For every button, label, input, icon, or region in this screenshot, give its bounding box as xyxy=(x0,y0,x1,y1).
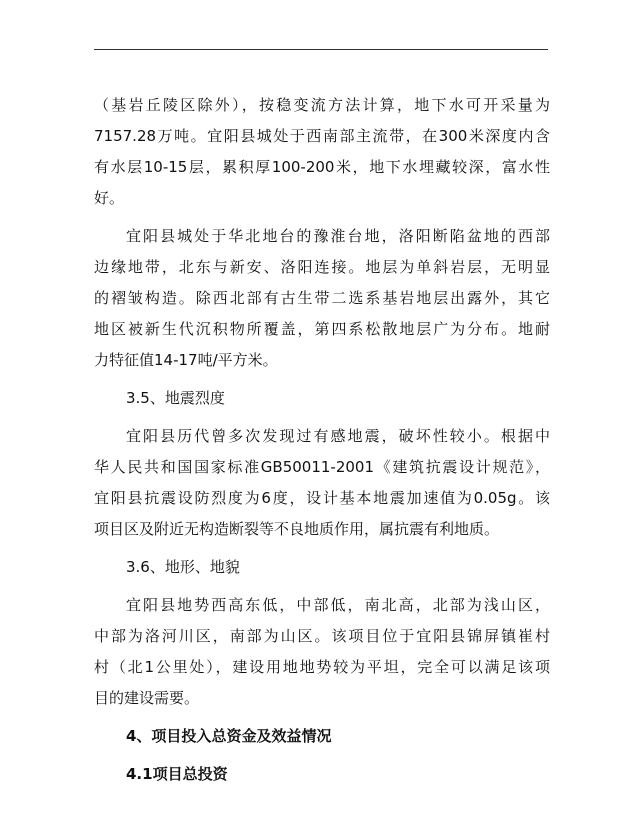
section-heading-4-1: 4.1项目总投资 xyxy=(126,765,228,783)
paragraph-seismic xyxy=(94,421,550,545)
section-heading-3-6: 3.6、地形、地貌 xyxy=(126,558,240,576)
text-line: 有水层10-15层，累积厚100-200米，地下水埋藏较深，富水性 xyxy=(94,158,550,176)
document-page xyxy=(94,90,550,790)
header-rule xyxy=(94,49,548,50)
paragraph-geology xyxy=(94,221,550,376)
paragraph-groundwater xyxy=(94,90,550,214)
text-line: 中部为洛河川区，南部为山区。该项目位于宜阳县锦屏镇崔村 xyxy=(94,627,550,645)
text-line: 宜阳县地势西高东低，中部低，南北高，北部为浅山区， xyxy=(126,596,550,614)
text-line: 边缘地带，北东与新安、洛阳连接。地层为单斜岩层，无明显 xyxy=(94,258,550,276)
text-line: 项目区及附近无构造断裂等不良地质作用，属抗震有利地质。 xyxy=(94,520,500,538)
section-heading-3-5: 3.5、地震烈度 xyxy=(126,389,225,407)
paragraph-terrain xyxy=(94,590,550,714)
text-line: 力特征值14-17吨/平方米。 xyxy=(94,351,278,369)
text-line: 地区被新生代沉积物所覆盖，第四系松散地层广为分布。地耐 xyxy=(94,320,550,338)
section-heading-4: 4、项目投入总资金及效益情况 xyxy=(126,727,332,745)
text-line: 宜阳县城处于华北地台的豫淮台地，洛阳断陷盆地的西部 xyxy=(126,227,550,245)
text-line: 宜阳县历代曾多次发现过有感地震，破坏性较小。根据中 xyxy=(126,427,550,445)
text-line: 目的建设需要。 xyxy=(94,689,200,707)
text-line: 好。 xyxy=(94,189,125,207)
text-line: 村（北1公里处），建设用地地势较为平坦，完全可以满足该项 xyxy=(94,658,550,676)
text-line: 的褶皱构造。除西北部有古生带二选系基岩地层出露外，其它 xyxy=(94,289,550,307)
text-line: 7157.28万吨。宜阳县城处于西南部主流带，在300米深度内含 xyxy=(94,127,550,145)
text-line: （基岩丘陵区除外），按稳变流方法计算，地下水可开采量为 xyxy=(94,96,550,114)
text-line: 华人民共和国国家标准GB50011-2001《建筑抗震设计规范》， xyxy=(94,458,550,476)
text-line: 宜阳县抗震设防烈度为6度，设计基本地震加速值为0.05g。该 xyxy=(94,489,550,507)
